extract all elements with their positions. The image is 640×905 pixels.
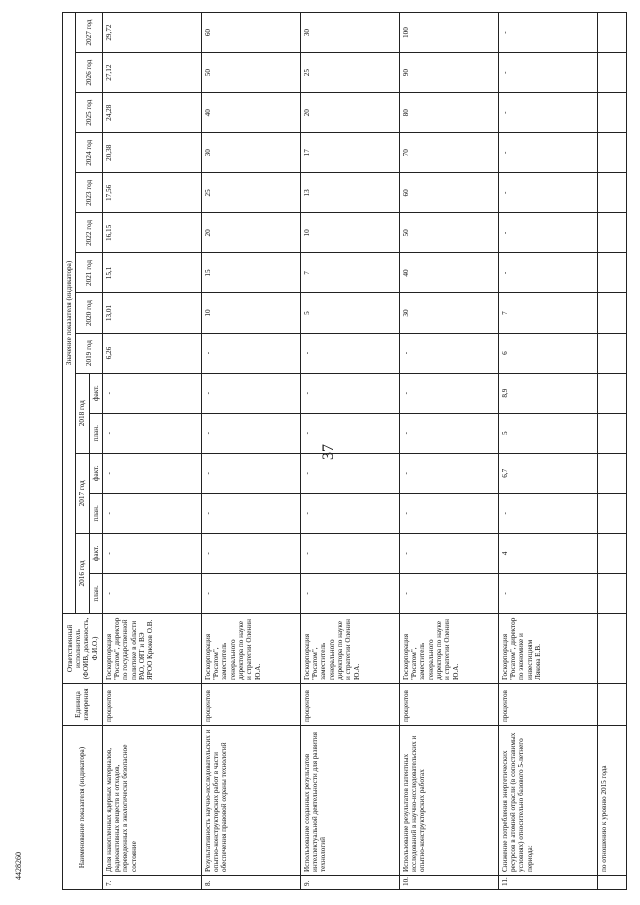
- unit-cell: процентов: [102, 684, 201, 726]
- value-cell: 50: [201, 53, 300, 93]
- value-cell: -: [399, 333, 498, 373]
- value-cell: -: [201, 573, 300, 613]
- responsible-cell: Госкорпорация "Росатом", заместитель генерального директора по науке и стратегии Оленин Ю.А.: [399, 614, 498, 684]
- value-cell: 40: [399, 253, 498, 293]
- header-plan: план.: [89, 493, 102, 533]
- page-number: 37: [320, 444, 337, 460]
- row-number: 8.: [201, 876, 300, 890]
- table-row: [102, 13, 201, 890]
- header-year: 2022 год: [76, 213, 103, 253]
- row-number: 7.: [102, 876, 201, 890]
- value-cell: 100: [399, 13, 498, 53]
- unit-cell: процентов: [498, 684, 597, 726]
- header-fact: факт.: [89, 373, 102, 413]
- value-cell: -: [102, 493, 201, 533]
- value-cell: -: [300, 533, 399, 573]
- table-row: [399, 13, 498, 890]
- responsible-cell: Госкорпорация "Росатом", заместитель генерального директора по науке и стратегии Оленин Ю.А.: [201, 614, 300, 684]
- indicator-name: Использование созданных результатов интеллектуальной деятельности для развития технологий: [300, 726, 399, 876]
- empty-cell: [597, 253, 626, 293]
- header-year: 2021 год: [76, 253, 103, 293]
- header-fact: факт.: [89, 533, 102, 573]
- value-cell: 90: [399, 53, 498, 93]
- empty-cell: [597, 213, 626, 253]
- header-plan: план.: [89, 413, 102, 453]
- header-year: 2026 год: [76, 53, 103, 93]
- empty-cell: [597, 573, 626, 613]
- empty-cell: [597, 173, 626, 213]
- row-number: 9.: [300, 876, 399, 890]
- indicator-name: Результативность научно-исследовательских и опытно-конструкторских работ в части обеспечения правовой охраны технологий: [201, 726, 300, 876]
- empty-cell: [597, 413, 626, 453]
- row-number: 11.: [498, 876, 597, 890]
- value-cell: -: [399, 373, 498, 413]
- header-unit: Единица измерения: [63, 684, 103, 726]
- header-responsible: Ответственный исполнитель (ФОИВ, должность, Ф.И.О.): [63, 614, 103, 684]
- value-cell: -: [201, 533, 300, 573]
- empty-cell: [597, 493, 626, 533]
- header-year-2017: 2017 год: [76, 453, 89, 533]
- value-cell: 20,38: [102, 133, 201, 173]
- value-cell: -: [498, 93, 597, 133]
- value-cell: 13: [300, 173, 399, 213]
- unit-cell: процентов: [300, 684, 399, 726]
- value-cell: 50: [399, 213, 498, 253]
- table-body: [102, 13, 626, 890]
- header-year: 2025 год: [76, 93, 103, 133]
- indicator-name: Снижение потребления энергетических ресурсов в атомной отрасли (в сопоставимых условиях) относительно базового 5-летнего периода:: [498, 726, 597, 876]
- empty-cell: [597, 93, 626, 133]
- header-year-2018: 2018 год: [76, 373, 89, 453]
- responsible-cell: Госкорпорация "Росатом", заместитель генерального директора по науке и стратегии Оленин Ю.А.: [300, 614, 399, 684]
- value-cell: -: [201, 373, 300, 413]
- empty-cell: [597, 684, 626, 726]
- value-cell: 30: [300, 13, 399, 53]
- unit-cell: процентов: [201, 684, 300, 726]
- document-id: 4428260: [14, 852, 23, 880]
- header-values-group: Значение показателя (индикатора): [63, 13, 76, 614]
- empty-cell: [597, 614, 626, 684]
- empty-cell: [597, 53, 626, 93]
- value-cell: -: [201, 413, 300, 453]
- table-row: [300, 13, 399, 890]
- header-year: 2019 год: [76, 333, 103, 373]
- header-year: 2027 год: [76, 13, 103, 53]
- header-year: 2020 год: [76, 293, 103, 333]
- empty-cell: [597, 876, 626, 890]
- unit-cell: процентов: [399, 684, 498, 726]
- empty-cell: [597, 373, 626, 413]
- value-cell: 29,72: [102, 13, 201, 53]
- value-cell: 70: [399, 133, 498, 173]
- value-cell: 10: [300, 213, 399, 253]
- row-number: 10.: [399, 876, 498, 890]
- value-cell: 17: [300, 133, 399, 173]
- value-cell: -: [102, 413, 201, 453]
- value-cell: 25: [201, 173, 300, 213]
- value-cell: 5: [498, 413, 597, 453]
- indicator-name: Доля накопленных ядерных материалов, радиоактивных веществ и отходов, переведенных в экологически безопасное состояние: [102, 726, 201, 876]
- table-row: [498, 13, 597, 890]
- value-cell: -: [399, 533, 498, 573]
- value-cell: 15,1: [102, 253, 201, 293]
- value-cell: 24,28: [102, 93, 201, 133]
- header-name: Наименование показателя (индикатора): [63, 726, 103, 890]
- indicators-table: [62, 12, 627, 890]
- value-cell: -: [498, 13, 597, 53]
- responsible-cell: Госкорпорация "Росатом", директор по экономике и инвестициям Лякова Е.В.: [498, 614, 597, 684]
- value-cell: -: [300, 333, 399, 373]
- value-cell: -: [399, 453, 498, 493]
- value-cell: 30: [201, 133, 300, 173]
- value-cell: -: [102, 373, 201, 413]
- value-cell: 13,01: [102, 293, 201, 333]
- value-cell: 40: [201, 93, 300, 133]
- value-cell: -: [399, 493, 498, 533]
- value-cell: -: [498, 493, 597, 533]
- header-year: 2023 год: [76, 173, 103, 213]
- value-cell: -: [300, 413, 399, 453]
- value-cell: 15: [201, 253, 300, 293]
- value-cell: -: [102, 533, 201, 573]
- value-cell: 10: [201, 293, 300, 333]
- value-cell: -: [399, 413, 498, 453]
- value-cell: -: [201, 493, 300, 533]
- value-cell: 7: [498, 293, 597, 333]
- value-cell: 5: [300, 293, 399, 333]
- value-cell: 27,12: [102, 53, 201, 93]
- value-cell: -: [498, 213, 597, 253]
- value-cell: 60: [201, 13, 300, 53]
- value-cell: -: [498, 53, 597, 93]
- header-plan: план.: [89, 573, 102, 613]
- empty-cell: [597, 133, 626, 173]
- value-cell: -: [102, 573, 201, 613]
- value-cell: 25: [300, 53, 399, 93]
- responsible-cell: Госкорпорация "Росатом", директор по государственной политике в области РАО, ОЯТ и ВЭ ЯРОО Крюков О.В.: [102, 614, 201, 684]
- rotated-table-container: [62, 12, 622, 890]
- value-cell: 4: [498, 533, 597, 573]
- empty-cell: [597, 333, 626, 373]
- table-row: [597, 13, 626, 890]
- value-cell: 80: [399, 93, 498, 133]
- value-cell: -: [201, 453, 300, 493]
- value-cell: 60: [399, 173, 498, 213]
- header-fact: факт.: [89, 453, 102, 493]
- header-year-2016: 2016 год: [76, 533, 89, 613]
- value-cell: 30: [399, 293, 498, 333]
- value-cell: 16,15: [102, 213, 201, 253]
- empty-cell: [597, 533, 626, 573]
- value-cell: 7: [300, 253, 399, 293]
- value-cell: 20: [300, 93, 399, 133]
- value-cell: 20: [201, 213, 300, 253]
- value-cell: -: [399, 573, 498, 613]
- table-row: [201, 13, 300, 890]
- value-cell: 6,7: [498, 453, 597, 493]
- value-cell: -: [498, 133, 597, 173]
- value-cell: -: [201, 333, 300, 373]
- value-cell: -: [102, 453, 201, 493]
- value-cell: -: [498, 173, 597, 213]
- value-cell: -: [498, 253, 597, 293]
- empty-cell: [597, 293, 626, 333]
- value-cell: 8,9: [498, 373, 597, 413]
- indicator-name: Использование результатов патентных исследований в научно-исследовательских и опытно-конструкторских работах: [399, 726, 498, 876]
- value-cell: -: [498, 573, 597, 613]
- empty-cell: [597, 453, 626, 493]
- header-year: 2024 год: [76, 133, 103, 173]
- value-cell: -: [300, 373, 399, 413]
- value-cell: 17,56: [102, 173, 201, 213]
- value-cell: 6: [498, 333, 597, 373]
- value-cell: 6,26: [102, 333, 201, 373]
- value-cell: -: [300, 453, 399, 493]
- value-cell: -: [300, 573, 399, 613]
- indicator-subnote: по отношению к уровню 2015 года: [597, 726, 626, 876]
- empty-cell: [597, 13, 626, 53]
- value-cell: -: [300, 493, 399, 533]
